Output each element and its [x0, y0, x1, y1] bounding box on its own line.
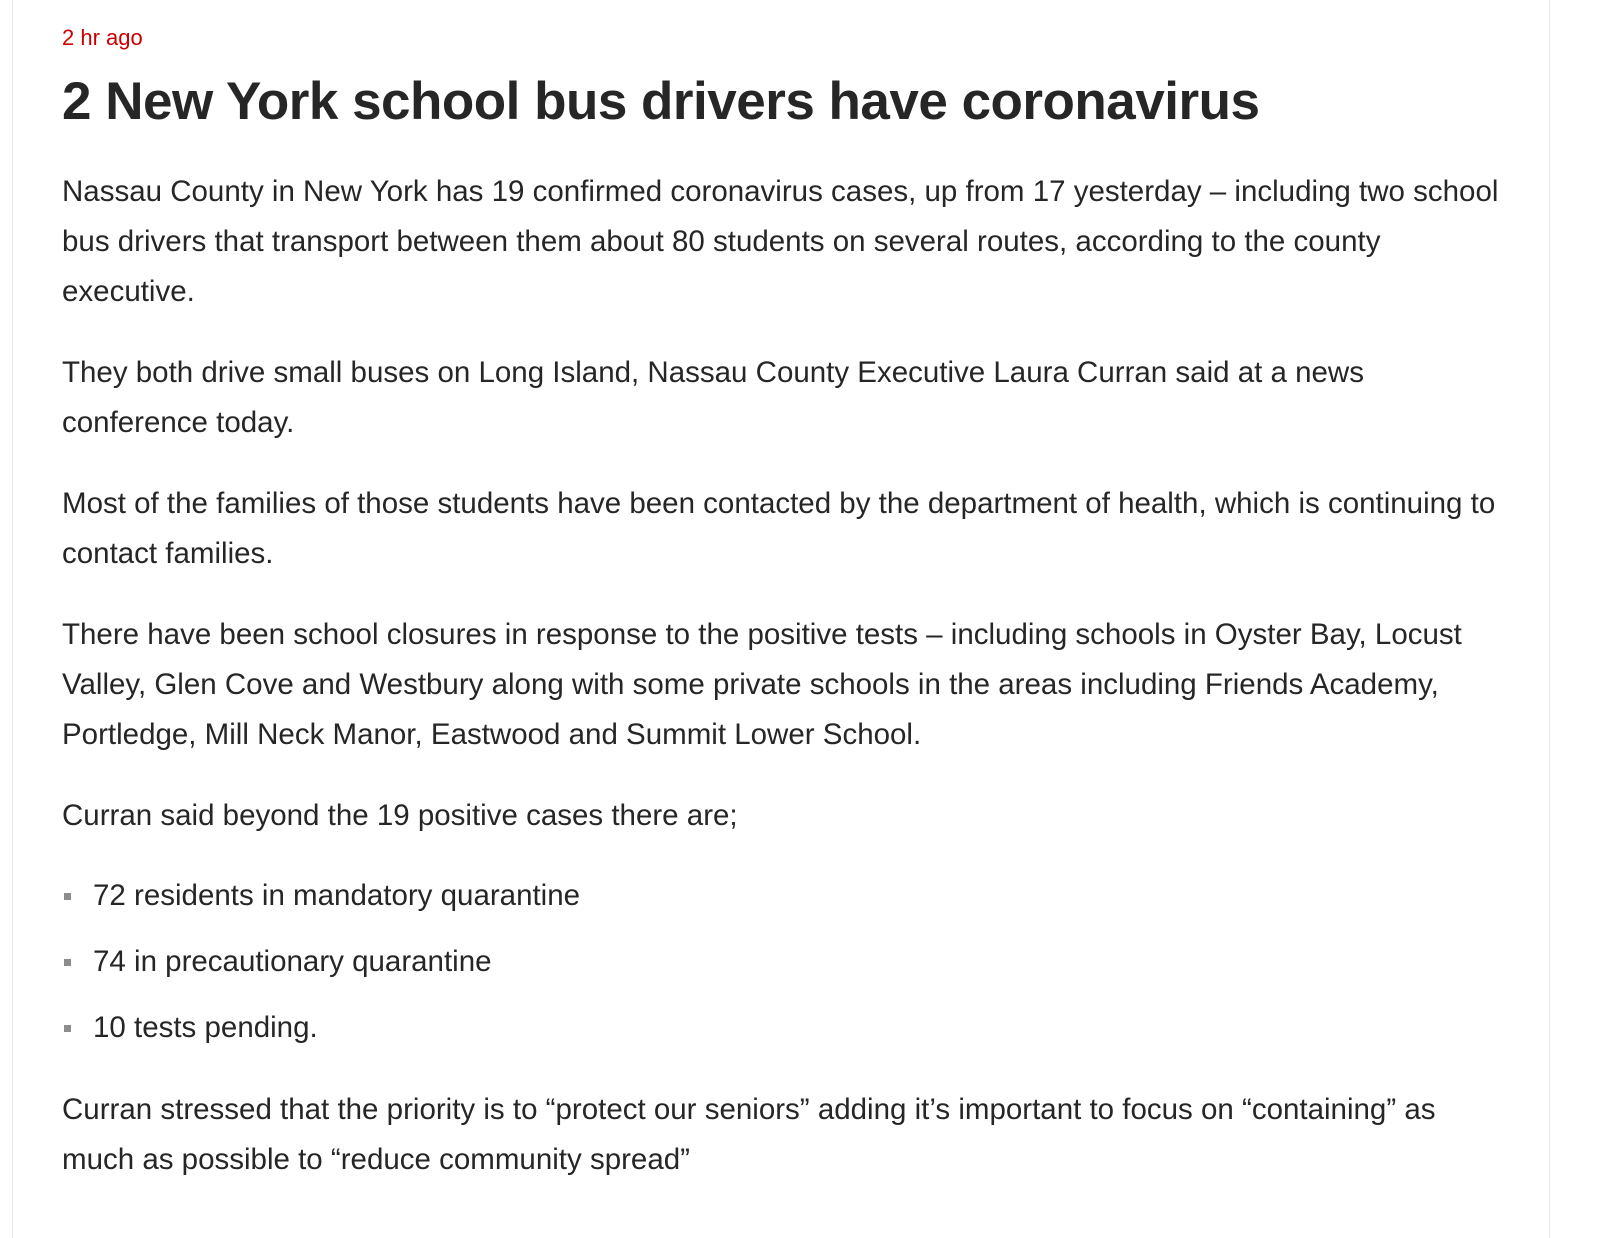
article-headline: 2 New York school bus drivers have coronavirus [62, 72, 1260, 131]
list-item [62, 871, 1510, 937]
post-timestamp: 2 hr ago [62, 25, 143, 50]
square-bullet-icon [64, 959, 71, 966]
case-status-list [62, 871, 1510, 1069]
article-paragraph: Curran said beyond the 19 positive cases there are; [62, 799, 738, 832]
list-item-text: 10 tests pending. [93, 1011, 318, 1044]
article-card [12, 0, 1550, 1238]
square-bullet-icon [64, 1025, 71, 1032]
square-bullet-icon [64, 893, 71, 900]
list-item [62, 937, 1510, 1003]
article-paragraph: There have been school closures in response to the positive tests – including schools in Oyster Bay, Locust Valley, Glen Cove and Westbury along with some private schools in the areas including Friends Academy, Portledge, Mill Neck Manor, Eastwood and Summit Lower School. [62, 618, 1462, 751]
list-item-text: 72 residents in mandatory quarantine [93, 879, 581, 912]
list-item-text: 74 in precautionary quarantine [93, 945, 492, 978]
list-item [62, 1003, 1510, 1069]
article-paragraph: They both drive small buses on Long Island, Nassau County Executive Laura Curran said at a news conference today. [62, 356, 1364, 439]
article-paragraph: Most of the families of those students have been contacted by the department of health, which is continuing to contact families. [62, 487, 1496, 570]
article-paragraph: Curran stressed that the priority is to “protect our seniors” adding it’s important to focus on “containing” as much as possible to “reduce community spread” [62, 1093, 1436, 1176]
article-paragraph: Nassau County in New York has 19 confirmed coronavirus cases, up from 17 yesterday – including two school bus drivers that transport between them about 80 students on several routes, according to the county executive. [62, 175, 1499, 308]
